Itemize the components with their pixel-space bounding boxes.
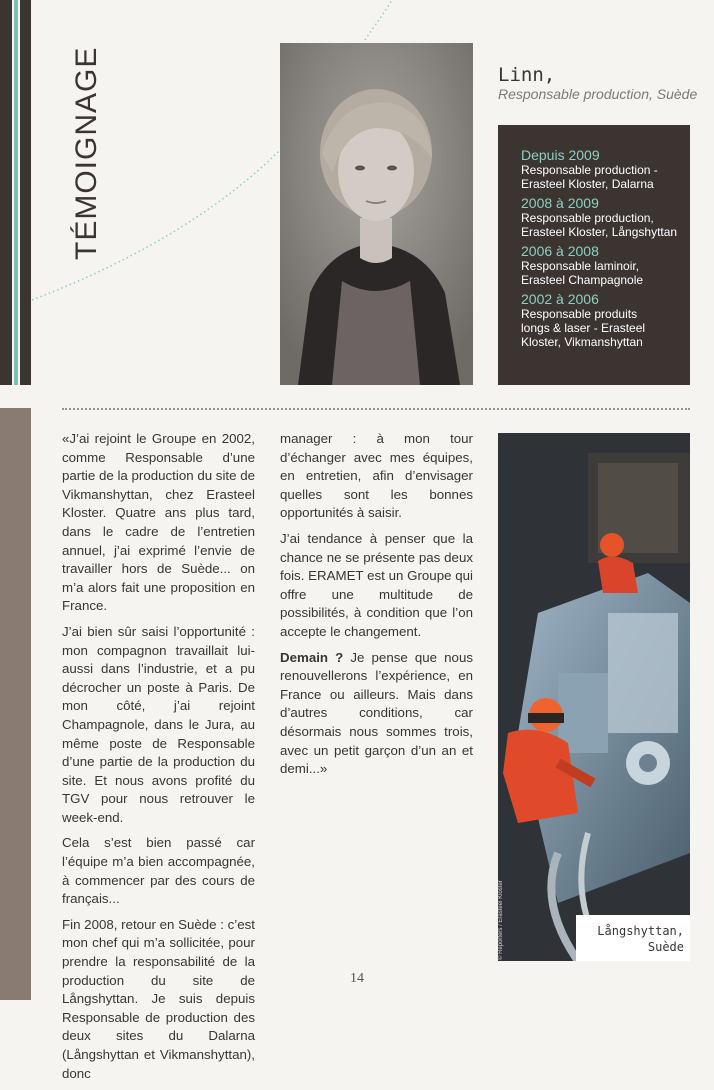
workplace-illustration <box>498 433 690 961</box>
article-paragraph: Cela s’est bien passé car l’équipe m’a bien accompagnée, à commencer par des cours de français... <box>62 835 255 907</box>
article-column-1 <box>62 430 255 1090</box>
workplace-photo <box>498 433 690 961</box>
career-box <box>498 125 690 385</box>
decor-bar-dark-2 <box>20 0 31 385</box>
photo-credit <box>496 880 508 960</box>
article-paragraph: J’ai bien sûr saisi l’opportunité : mon compagnon travaillait lui-aussi dans l’industrie, et a pu décrocher un poste à Paris. De mon côté, j’ai rejoint Champagnole, dans le Jura, au même poste de Responsable d’une partie de la production du site. Et nous avons profité du TGV pour nous retrouver le week-end. <box>62 623 255 825</box>
career-item <box>521 195 680 239</box>
career-description: Responsable laminoir, Erasteel Champagnole <box>521 259 644 287</box>
career-description: Responsable produits longs & laser - Erasteel Kloster, Vikmanshyttan <box>521 307 646 349</box>
article-paragraph: «J’ai rejoint le Groupe en 2002, comme Responsable d’une partie de la production du site de Vikmanshyttan, chez Erasteel Kloster. Quatre ans plus tard, dans le cadre de l’entretien annuel, j’ai exprimé l’envie de travailler hors de Suède... on m’a alors fait une proposition en France. <box>62 431 255 614</box>
portrait-photo <box>280 43 473 385</box>
decor-bar-dark <box>0 0 12 385</box>
career-item <box>521 291 680 349</box>
photo-caption: Långshyttan, Suède <box>576 915 690 961</box>
career-description: Responsable production, Erasteel Kloster, Långshyttan <box>521 211 678 239</box>
section-title-text: TÉMOIGNAGE <box>70 46 103 260</box>
career-description: Responsable production - Erasteel Kloster, Dalarna <box>521 163 658 191</box>
profile-name: Linn, <box>498 64 556 86</box>
article-paragraph: manager : à mon tour d’échanger avec mes équipes, en entretien, afin d’envisager quelles sont les bonnes opportunités à saisir. <box>280 431 473 521</box>
career-year: 2006 à 2008 <box>521 243 599 259</box>
article-column-2 <box>280 430 473 786</box>
article-paragraph: Fin 2008, retour en Suède : c’est mon chef qui m’a sollicitée, pour prendre la responsabilité de la production du site de Långshyttan. Je suis depuis Responsable de production des deux sites du Dalarna (Långshyttan et Vikmanshyttan), donc <box>62 916 255 1081</box>
profile-role: Responsable production, Suède <box>498 86 698 102</box>
career-item <box>521 147 680 191</box>
photo-credit-text: © Reporters / Erasteel Kloster <box>498 880 504 960</box>
page-number: 14 <box>350 971 364 986</box>
career-year: Depuis 2009 <box>521 147 600 163</box>
career-year: 2002 à 2006 <box>521 291 599 307</box>
section-title <box>38 40 103 260</box>
portrait-illustration <box>280 43 473 385</box>
article-paragraph: J’ai tendance à penser que la chance ne se présente pas deux fois. ERAMET est un Groupe qui offre une multitude de possibilités, à condition que l’on accepte le changement. <box>280 530 473 639</box>
paragraph-rest: Je pense que nous renouvellerons l’expérience, en France ou ailleurs. Mais dans d’autres conditions, car désormais nous sommes trois, avec un petit garçon d’un an et demi...» <box>280 649 473 777</box>
decor-bar-brown <box>0 408 31 1000</box>
career-year: 2008 à 2009 <box>521 195 599 211</box>
article-paragraph <box>280 649 473 779</box>
paragraph-lead: Demain ? <box>280 649 344 665</box>
decor-bar-teal <box>14 0 18 385</box>
dotted-separator <box>62 408 690 410</box>
career-item <box>521 243 680 287</box>
